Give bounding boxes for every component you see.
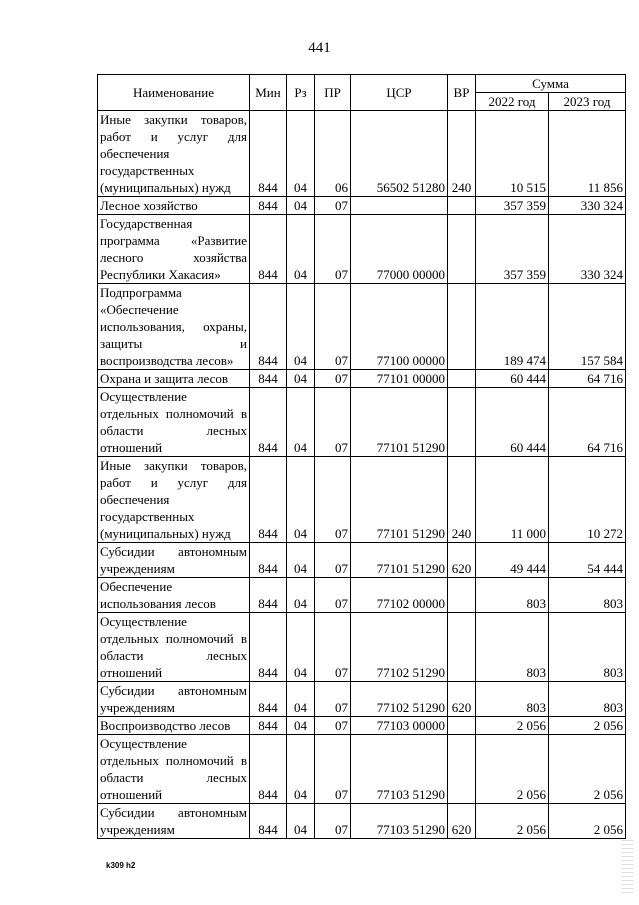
table-row xyxy=(98,388,626,457)
footer-code: k309 h2 xyxy=(106,861,136,870)
cell-name: Государственная программа «Развитие лесного хозяйства Республики Хакасия» xyxy=(98,215,250,284)
cell-csr: 56502 51280 xyxy=(351,111,448,197)
cell-rz: 04 xyxy=(287,457,315,543)
cell-name: Осуществление отдельных полномочий в области лесных отношений xyxy=(98,388,250,457)
cell-2023: 2 056 xyxy=(549,735,626,804)
cell-2023: 803 xyxy=(549,682,626,717)
cell-rz: 04 xyxy=(287,370,315,388)
cell-rz: 04 xyxy=(287,197,315,215)
cell-vr: 240 xyxy=(448,111,476,197)
cell-name: Иные закупки товаров, работ и услуг для обеспечения государственных (муниципальных) нужд xyxy=(98,457,250,543)
cell-csr: 77101 51290 xyxy=(351,388,448,457)
cell-csr: 77102 51290 xyxy=(351,613,448,682)
cell-name: Иные закупки товаров, работ и услуг для обеспечения государственных (муниципальных) нужд xyxy=(98,111,250,197)
cell-2023: 803 xyxy=(549,578,626,613)
table-row xyxy=(98,717,626,735)
cell-vr xyxy=(448,284,476,370)
header-sum: Сумма xyxy=(476,75,626,93)
cell-2023: 330 324 xyxy=(549,197,626,215)
cell-min: 844 xyxy=(250,578,287,613)
cell-vr: 620 xyxy=(448,682,476,717)
cell-vr xyxy=(448,388,476,457)
cell-csr: 77103 51290 xyxy=(351,735,448,804)
cell-2022: 803 xyxy=(476,613,549,682)
cell-2023: 2 056 xyxy=(549,717,626,735)
cell-name: Субсидии автономным учреждениям xyxy=(98,804,250,839)
cell-min: 844 xyxy=(250,682,287,717)
cell-pr: 07 xyxy=(315,197,351,215)
cell-pr: 07 xyxy=(315,215,351,284)
header-pr: ПР xyxy=(315,75,351,111)
cell-pr: 07 xyxy=(315,613,351,682)
cell-vr xyxy=(448,215,476,284)
cell-csr: 77101 00000 xyxy=(351,370,448,388)
table-row xyxy=(98,543,626,578)
cell-csr: 77102 00000 xyxy=(351,578,448,613)
cell-name: Субсидии автономным учреждениям xyxy=(98,682,250,717)
cell-csr: 77101 51290 xyxy=(351,457,448,543)
cell-pr: 07 xyxy=(315,284,351,370)
header-name: Наименование xyxy=(98,75,250,111)
cell-name: Субсидии автономным учреждениям xyxy=(98,543,250,578)
cell-rz: 04 xyxy=(287,215,315,284)
cell-rz: 04 xyxy=(287,717,315,735)
cell-vr xyxy=(448,370,476,388)
cell-vr xyxy=(448,197,476,215)
cell-2022: 189 474 xyxy=(476,284,549,370)
table-body xyxy=(98,111,626,839)
cell-rz: 04 xyxy=(287,543,315,578)
cell-vr xyxy=(448,578,476,613)
cell-name: Осуществление отдельных полномочий в области лесных отношений xyxy=(98,735,250,804)
cell-rz: 04 xyxy=(287,735,315,804)
cell-name: Осуществление отдельных полномочий в области лесных отношений xyxy=(98,613,250,682)
page-number: 441 xyxy=(308,40,331,56)
cell-csr xyxy=(351,197,448,215)
table-row xyxy=(98,284,626,370)
cell-pr: 07 xyxy=(315,388,351,457)
cell-min: 844 xyxy=(250,804,287,839)
cell-min: 844 xyxy=(250,370,287,388)
cell-2022: 10 515 xyxy=(476,111,549,197)
header-year-2022: 2022 год xyxy=(476,93,549,111)
table-row xyxy=(98,682,626,717)
cell-csr: 77102 51290 xyxy=(351,682,448,717)
cell-rz: 04 xyxy=(287,613,315,682)
cell-rz: 04 xyxy=(287,388,315,457)
cell-rz: 04 xyxy=(287,284,315,370)
table-row xyxy=(98,370,626,388)
header-min: Мин xyxy=(250,75,287,111)
cell-2022: 2 056 xyxy=(476,717,549,735)
cell-name: Подпрограмма «Обеспечение использования, охраны, защиты и воспроизводства лесов» xyxy=(98,284,250,370)
cell-csr: 77103 51290 xyxy=(351,804,448,839)
cell-min: 844 xyxy=(250,457,287,543)
header-rz: Рз xyxy=(287,75,315,111)
cell-vr: 620 xyxy=(448,543,476,578)
cell-pr: 07 xyxy=(315,370,351,388)
cell-min: 844 xyxy=(250,197,287,215)
table-row xyxy=(98,111,626,197)
header-vr: ВР xyxy=(448,75,476,111)
cell-2023: 10 272 xyxy=(549,457,626,543)
cell-2022: 60 444 xyxy=(476,370,549,388)
cell-pr: 07 xyxy=(315,717,351,735)
cell-2023: 54 444 xyxy=(549,543,626,578)
cell-rz: 04 xyxy=(287,111,315,197)
cell-rz: 04 xyxy=(287,804,315,839)
table-row xyxy=(98,215,626,284)
cell-min: 844 xyxy=(250,543,287,578)
scan-artifact xyxy=(621,840,633,895)
table-row xyxy=(98,804,626,839)
header-year-2023: 2023 год xyxy=(549,93,626,111)
cell-csr: 77101 51290 xyxy=(351,543,448,578)
table-row xyxy=(98,457,626,543)
cell-2022: 803 xyxy=(476,682,549,717)
cell-2023: 64 716 xyxy=(549,388,626,457)
cell-vr: 240 xyxy=(448,457,476,543)
cell-2023: 157 584 xyxy=(549,284,626,370)
cell-pr: 06 xyxy=(315,111,351,197)
cell-2023: 2 056 xyxy=(549,804,626,839)
table-row xyxy=(98,197,626,215)
cell-pr: 07 xyxy=(315,578,351,613)
cell-2022: 357 359 xyxy=(476,215,549,284)
cell-name: Воспроизводство лесов xyxy=(98,717,250,735)
cell-2022: 60 444 xyxy=(476,388,549,457)
cell-pr: 07 xyxy=(315,804,351,839)
cell-csr: 77103 00000 xyxy=(351,717,448,735)
cell-pr: 07 xyxy=(315,457,351,543)
cell-2022: 2 056 xyxy=(476,735,549,804)
cell-min: 844 xyxy=(250,215,287,284)
table-row xyxy=(98,613,626,682)
cell-min: 844 xyxy=(250,613,287,682)
cell-min: 844 xyxy=(250,735,287,804)
cell-pr: 07 xyxy=(315,543,351,578)
header-csr: ЦСР xyxy=(351,75,448,111)
cell-2022: 49 444 xyxy=(476,543,549,578)
cell-2022: 357 359 xyxy=(476,197,549,215)
cell-2022: 11 000 xyxy=(476,457,549,543)
cell-vr xyxy=(448,613,476,682)
cell-2022: 2 056 xyxy=(476,804,549,839)
cell-pr: 07 xyxy=(315,735,351,804)
table-row xyxy=(98,578,626,613)
cell-pr: 07 xyxy=(315,682,351,717)
cell-vr xyxy=(448,717,476,735)
cell-min: 844 xyxy=(250,717,287,735)
cell-2023: 64 716 xyxy=(549,370,626,388)
cell-min: 844 xyxy=(250,388,287,457)
cell-vr: 620 xyxy=(448,804,476,839)
cell-name: Обеспечение использования лесов xyxy=(98,578,250,613)
cell-2022: 803 xyxy=(476,578,549,613)
cell-min: 844 xyxy=(250,284,287,370)
cell-csr: 77100 00000 xyxy=(351,284,448,370)
table-row xyxy=(98,735,626,804)
cell-2023: 803 xyxy=(549,613,626,682)
cell-name: Охрана и защита лесов xyxy=(98,370,250,388)
cell-name: Лесное хозяйство xyxy=(98,197,250,215)
cell-min: 844 xyxy=(250,111,287,197)
cell-rz: 04 xyxy=(287,578,315,613)
cell-2023: 330 324 xyxy=(549,215,626,284)
cell-rz: 04 xyxy=(287,682,315,717)
cell-2023: 11 856 xyxy=(549,111,626,197)
cell-csr: 77000 00000 xyxy=(351,215,448,284)
budget-table xyxy=(97,74,626,839)
cell-vr xyxy=(448,735,476,804)
